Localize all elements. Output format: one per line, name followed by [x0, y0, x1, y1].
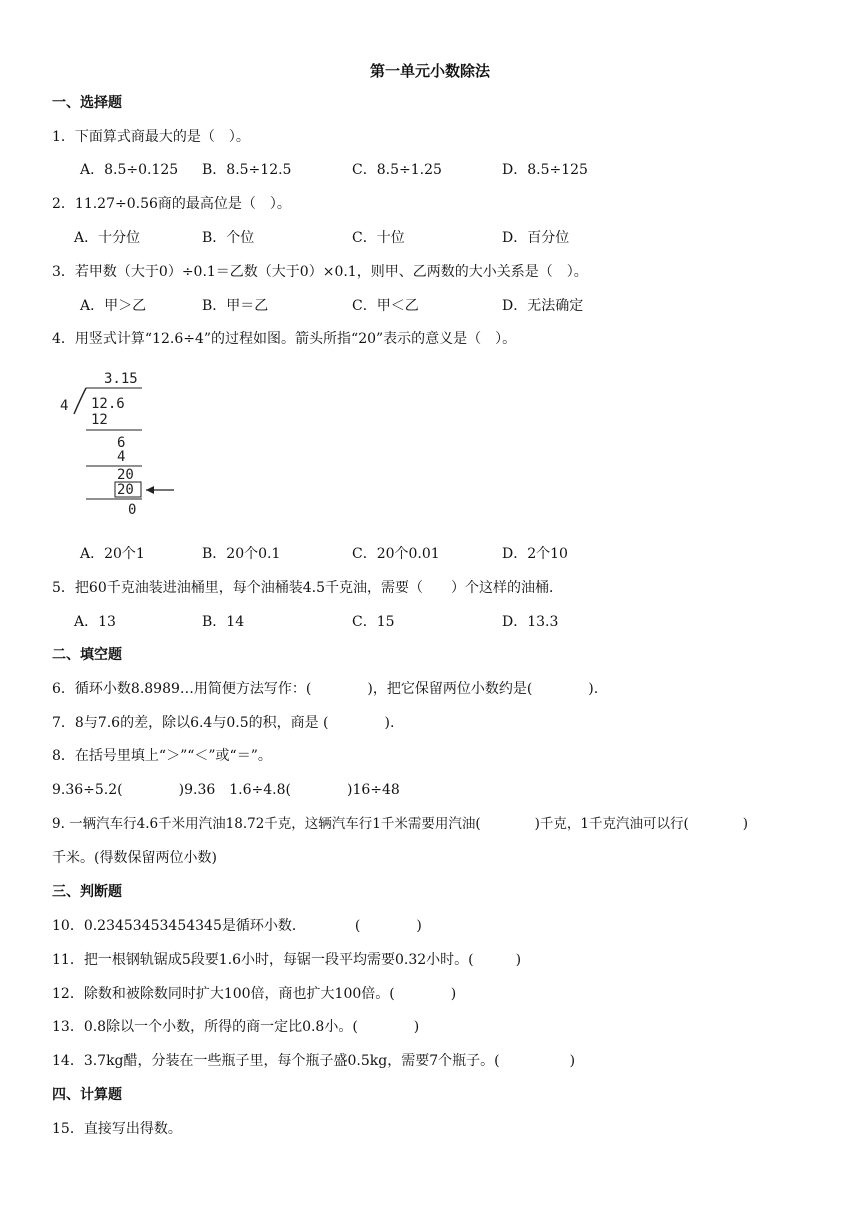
- q4-option-c: C．20个0.01: [352, 546, 440, 562]
- page-title: 第一单元小数除法: [369, 62, 490, 80]
- q2-option-b: B．个位: [202, 230, 255, 246]
- q5-option-c: C．15: [352, 614, 395, 630]
- q3-option-d: D．无法确定: [502, 298, 584, 314]
- question-12: 12．除数和被除数同时扩大100倍，商也扩大100倍。( ): [52, 986, 457, 1002]
- q1-option-a: A．8.5÷0.125: [80, 162, 179, 178]
- division-bracket: [74, 388, 86, 414]
- question-7: 7．8与7.6的差，除以6.4与0.5的积，商是 ( ).: [52, 715, 395, 731]
- division-dividend: 12.6: [91, 396, 125, 412]
- question-13: 13．0.8除以一个小数，所得的商一定比0.8小。( ): [52, 1019, 420, 1035]
- q1-option-b: B．8.5÷12.5: [202, 162, 292, 178]
- q1-option-d: D．8.5÷125: [502, 162, 588, 178]
- division-quotient: 3.15: [104, 371, 138, 387]
- section-choice: 一、选择题: [52, 95, 122, 111]
- division-row-3: 4: [117, 449, 126, 465]
- question-14: 14．3.7kg醋，分装在一些瓶子里，每个瓶子盛0.5kg，需要7个瓶子。( ): [52, 1053, 576, 1069]
- division-row-5: 20: [117, 482, 134, 498]
- question-4: 4．用竖式计算“12.6÷4”的过程如图。箭头所指“20”表示的意义是（ ）。: [52, 331, 517, 347]
- long-division-figure: [58, 366, 198, 518]
- q2-option-c: C．十位: [352, 230, 405, 246]
- division-row-1: 12: [91, 412, 108, 428]
- q3-option-b: B．甲＝乙: [202, 298, 269, 314]
- question-9-line-2: 千米。(得数保留两位小数): [52, 850, 217, 866]
- q2-option-d: D．百分位: [502, 230, 570, 246]
- q1-option-c: C．8.5÷1.25: [352, 162, 442, 178]
- arrow-left-icon: [146, 486, 154, 494]
- q4-option-a: A．20个1: [80, 546, 145, 562]
- section-fill-blank: 二、填空题: [52, 647, 122, 663]
- division-row-2: 6: [117, 435, 126, 451]
- question-8-line: 9.36÷5.2( )9.36 1.6÷4.8( )16÷48: [52, 782, 400, 798]
- question-9-line-1: 9. 一辆汽车行4.6千米用汽油18.72千克，这辆汽车行1千米需要用汽油( )千克，1千克汽油可以行( ): [52, 816, 749, 832]
- question-3: 3．若甲数（大于0）÷0.1＝乙数（大于0）×0.1，则甲、乙两数的大小关系是（ ）。: [52, 264, 588, 280]
- question-6: 6．循环小数8.8989…用简便方法写作：( )，把它保留两位小数约是( ).: [52, 681, 599, 697]
- division-row-6: 0: [128, 502, 137, 518]
- q4-option-b: B．20个0.1: [202, 546, 281, 562]
- q5-option-d: D．13.3: [502, 614, 559, 630]
- question-11: 11．把一根钢轨锯成5段要1.6小时，每锯一段平均需要0.32小时。( ): [52, 952, 522, 968]
- question-10: 10．0.23453453454345是循环小数． ( ): [52, 918, 422, 934]
- q4-option-d: D．2个10: [502, 546, 568, 562]
- q2-option-a: A．十分位: [74, 230, 141, 246]
- question-8: 8．在括号里填上“＞”“＜”或“＝”。: [52, 748, 272, 764]
- question-15: 15．直接写出得数。: [52, 1121, 182, 1137]
- division-row-4: 20: [117, 467, 134, 483]
- question-5: 5．把60千克油装进油桶里，每个油桶装4.5千克油，需要（ ）个这样的油桶．: [52, 580, 563, 596]
- q3-option-c: C．甲＜乙: [352, 298, 419, 314]
- section-judgement: 三、判断题: [52, 884, 122, 900]
- division-divisor: 4: [60, 398, 69, 414]
- question-1: 1．下面算式商最大的是（ ）。: [52, 129, 250, 145]
- q5-option-a: A．13: [74, 614, 116, 630]
- section-calculation: 四、计算题: [52, 1087, 122, 1103]
- question-2: 2．11.27÷0.56商的最高位是（ ）。: [52, 196, 291, 212]
- q5-option-b: B．14: [202, 614, 245, 630]
- long-division-svg: [58, 366, 198, 518]
- q3-option-a: A．甲＞乙: [80, 298, 147, 314]
